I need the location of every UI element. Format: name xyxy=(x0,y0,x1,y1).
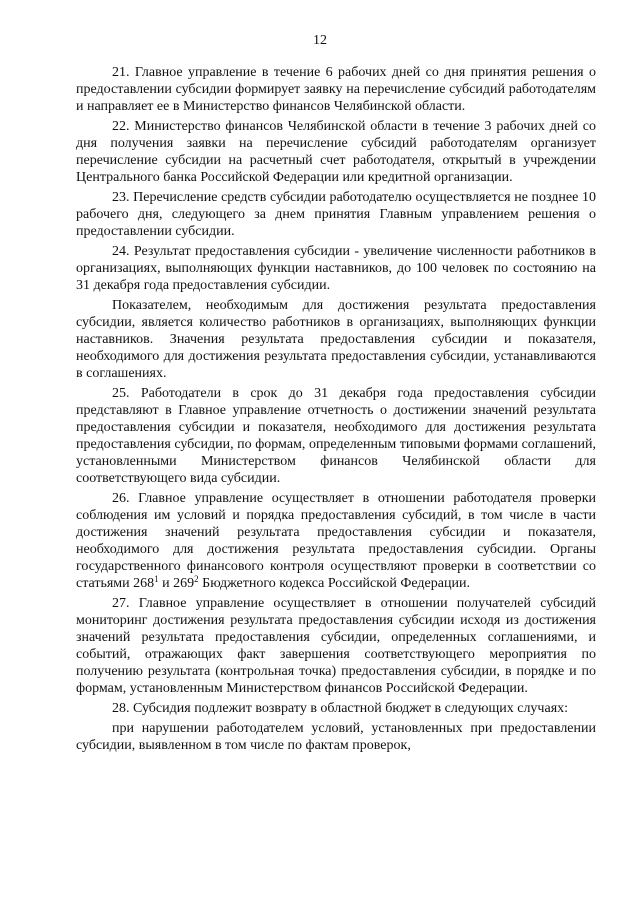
paragraph-21: 21. Главное управление в течение 6 рабочих дней со дня принятия решения о предоставлении субсидии формирует заявку на перечисление субсидий работодателям и направляет ее в Министерство финансов Челябинской области. xyxy=(76,65,596,114)
paragraph-26-text-start: 26. Главное управление осуществляет в отношении работодателя проверки соблюдения им условий и порядка предоставления субсидий, в том числе в части достижения значений результата предоставления субсидии и показателя, необходимого для достижения результата предоставления субсидии. Органы государственного финансового контроля осуществляют проверки в соответствии со статьями 268 xyxy=(76,491,596,591)
paragraph-26-text-middle: и 269 xyxy=(158,576,195,591)
paragraph-26 xyxy=(76,490,596,592)
paragraph-23: 23. Перечисление средств субсидии работодателю осуществляется не позднее 10 рабочего дня, следующего за днем принятия Главным управлением решения о предоставлении субсидии. xyxy=(76,190,596,239)
paragraph-28: 28. Субсидия подлежит возврату в областной бюджет в следующих случаях: xyxy=(112,701,569,716)
paragraph-22: 22. Министерство финансов Челябинской области в течение 3 рабочих дней со дня получения заявки на перечисление субсидий работодателям организует перечисление субсидии на расчетный счет работодателя, открытый в учреждении Центрального банка Российской Федерации или кредитной организации. xyxy=(76,119,596,185)
superscript-article-269: 2 xyxy=(194,574,199,584)
paragraph-26-text-end: Бюджетного кодекса Российской Федерации. xyxy=(198,576,470,591)
paragraph-27: 27. Главное управление осуществляет в отношении получателей субсидий мониторинг достижения результата предоставления субсидии исходя из достижения значений результата предоставления субсидии, определенных соглашениями, и событий, отражающих факт завершения соответствующего мероприятия по получению результата (контрольная точка) предоставления субсидии, в порядке и по формам, установленным Министерством финансов Российской Федерации. xyxy=(76,596,596,696)
paragraph-24-indicator: Показателем, необходимым для достижения результата предоставления субсидии, является количество работников в организациях, выполняющих функции наставников. Значения результата предоставления субсидии и показателя, необходимого для достижения результата предоставления субсидии, устанавливаются в соглашениях. xyxy=(76,298,596,381)
paragraph-25: 25. Работодатели в срок до 31 декабря года предоставления субсидии представляют в Главное управление отчетность о достижении значений результата предоставления субсидии и показателя, необходимого для достижения результата предоставления субсидии, по формам, определенным типовыми формами соглашений, установленными Министерством финансов Челябинской области для соответствующего вида субсидии. xyxy=(76,386,596,486)
paragraph-24: 24. Результат предоставления субсидии - увеличение численности работников в организациях, выполняющих функции наставников, до 100 человек по состоянию на 31 декабря года предоставления субсидии. xyxy=(76,244,596,293)
page-number: 12 xyxy=(313,33,327,48)
superscript-article-268: 1 xyxy=(154,574,159,584)
document-body xyxy=(76,64,596,757)
paragraph-28-case-violation: при нарушении работодателем условий, установленных при предоставлении субсидии, выявленном в том числе по фактам проверок, xyxy=(76,721,596,753)
